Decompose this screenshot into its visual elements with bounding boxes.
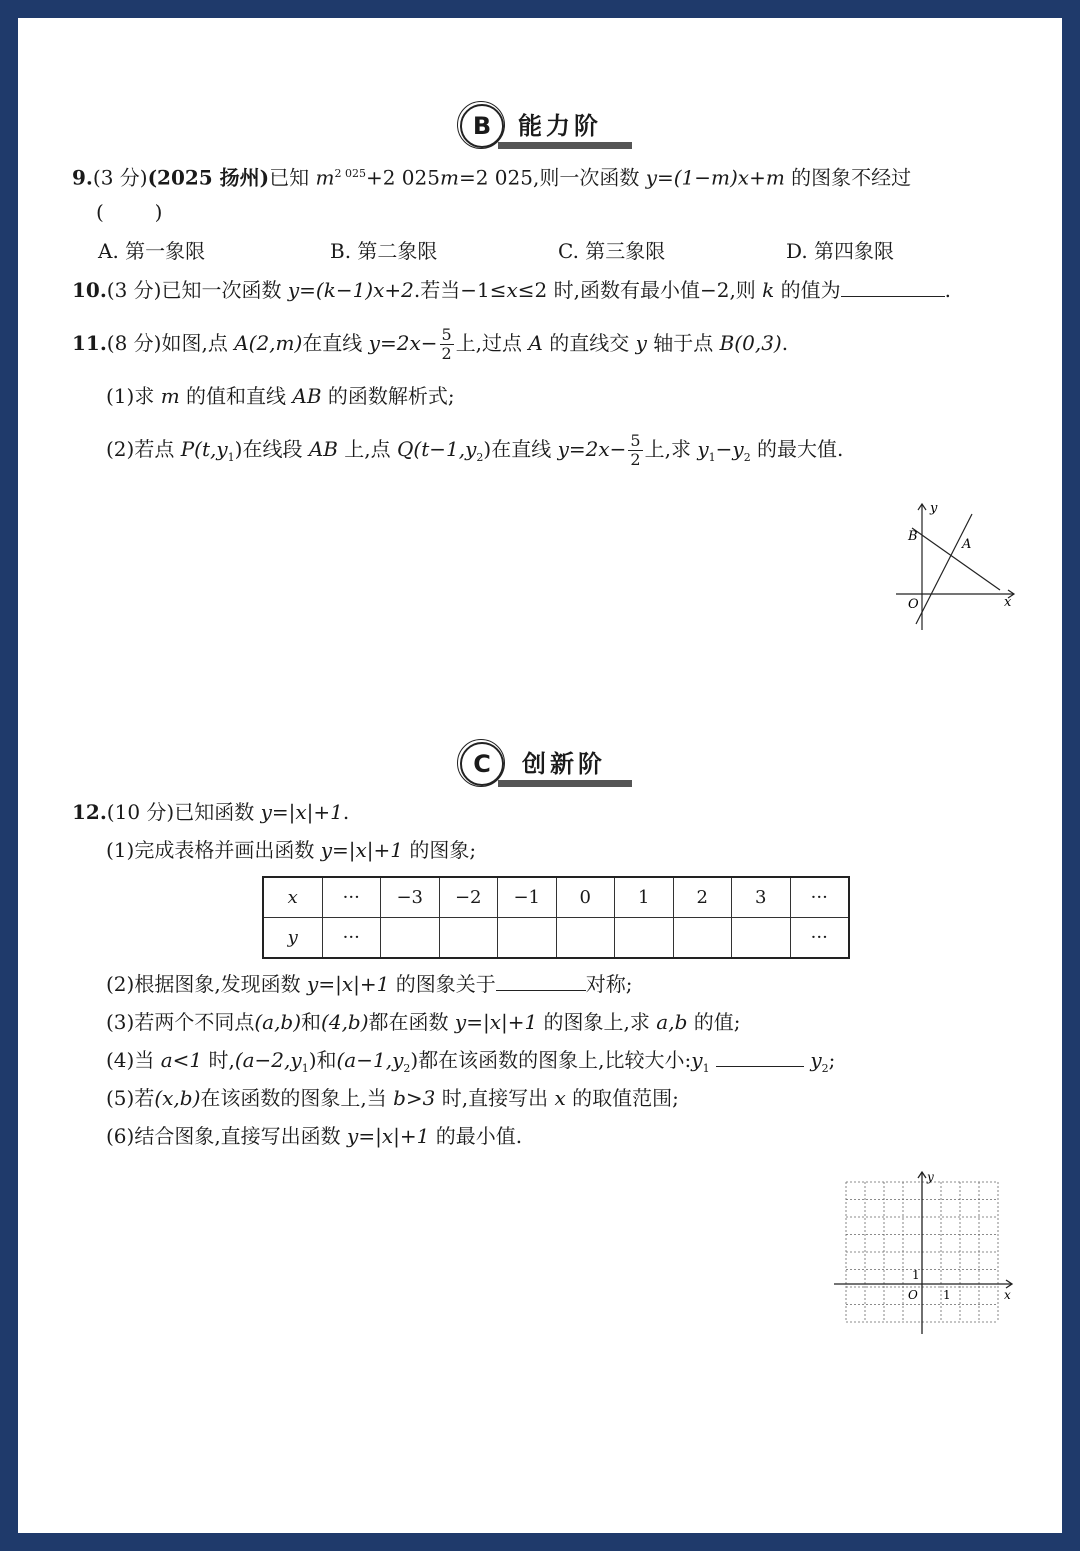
q12-grid-figure[interactable] — [832, 1168, 1022, 1338]
q12-p2-answer-blank[interactable] — [496, 970, 586, 991]
q11-p2-ab: AB — [308, 437, 338, 461]
q12-p5-pt: (x,b) — [154, 1086, 201, 1110]
q9-option-b: B. 第二象限 — [330, 239, 438, 263]
q10-text-b: .若当−1≤ — [413, 278, 507, 302]
q12-p4-y2-sub: 2 — [821, 1062, 829, 1075]
q11-text-b: 在直线 — [302, 331, 369, 355]
q12-p6-label: (6)结合图象,直接写出函数 — [106, 1124, 348, 1148]
q11-p2-expr-sub2: 2 — [743, 451, 751, 464]
q12-table-row-y — [263, 918, 849, 959]
q11-p2-line: y=2x− — [557, 437, 627, 461]
q9-text-c: =2 025,则一次函数 — [458, 165, 646, 190]
q10-end: . — [944, 278, 952, 302]
q12-p4-close1: ) — [308, 1048, 317, 1072]
q12-part-3 — [106, 1008, 740, 1036]
q12-p4-y1-sub: 1 — [702, 1062, 710, 1075]
q11-frac-den: 2 — [441, 344, 452, 363]
q12-p4-end: ; — [828, 1048, 836, 1072]
q11-p1-label: (1)求 — [106, 384, 161, 408]
q11-p2-text-c: 在直线 — [491, 437, 558, 461]
q11-p1-ab: AB — [292, 384, 322, 408]
q11-figure — [892, 498, 1022, 638]
q11-p1-text2: 的函数解析式; — [321, 384, 455, 408]
q12-table-y-input[interactable] — [381, 918, 440, 959]
q10-number: 10. — [72, 278, 107, 302]
q12-p5-text2: 时,直接写出 — [435, 1086, 555, 1110]
q12-p3-pt1: (a,b) — [254, 1010, 302, 1034]
section-b-letter: B — [472, 112, 492, 140]
q12-part-6 — [106, 1122, 522, 1150]
q9-option-a: A. 第一象限 — [98, 239, 206, 263]
q11-text-e: 轴于点 — [646, 331, 720, 355]
q9-number: 9. — [72, 165, 93, 190]
q12-p6-text: 的最小值. — [429, 1124, 523, 1148]
q10-text-a: 已知一次函数 — [161, 278, 288, 302]
q11-p2-text-e: 的最大值. — [750, 437, 844, 461]
q11-p2-expr-y1: y — [697, 437, 709, 461]
q12-end: . — [342, 800, 350, 824]
q10-text-d: 的值为 — [774, 278, 841, 302]
q11-text-c: 上,过点 — [455, 331, 529, 355]
q12-p4-sub2: 2 — [403, 1062, 411, 1075]
q11-number: 11. — [72, 331, 107, 355]
q11-p2-close1: ) — [234, 437, 243, 461]
q12-p2-func: y=|x|+1 — [307, 972, 390, 996]
q12-p2-label: (2)根据图象,发现函数 — [106, 972, 308, 996]
q11-fig-label-y: y — [930, 501, 938, 516]
worksheet-page — [18, 18, 1062, 1533]
q12-p4-and: 和 — [316, 1048, 337, 1072]
q12-table-y-cell: ··· — [790, 918, 849, 959]
q11-p2-expr-sub1: 1 — [708, 451, 716, 464]
q11-p2-sub1: 1 — [227, 451, 235, 464]
q11-fig-label-a: A — [962, 537, 972, 552]
q10-k: k — [762, 278, 775, 302]
q11-a: A — [528, 331, 543, 355]
q11-p1-m: m — [160, 384, 180, 408]
q11-p2-text-d: 上,求 — [644, 437, 698, 461]
q12-p1-func: y=|x|+1 — [320, 838, 403, 862]
q12-table-y-header: y — [263, 918, 322, 959]
q11-p2-q: Q(t−1,y — [397, 437, 477, 461]
q10-score: (3 分) — [106, 278, 162, 302]
q12-table-x-cell: ··· — [790, 877, 849, 918]
q12-table-y-input[interactable] — [498, 918, 557, 959]
q10-x: x — [506, 278, 518, 302]
q12-grid-label-one-y: 1 — [912, 1268, 920, 1282]
q9-exponent: 2 025 — [334, 167, 366, 180]
question-9 — [72, 160, 911, 192]
q12-table-x-cell: 2 — [673, 877, 732, 918]
q12-p4-cond: a<1 — [160, 1048, 203, 1072]
q12-p2-text: 的图象关于 — [389, 972, 496, 996]
q12-p4-pt1: (a−2,y — [234, 1048, 302, 1072]
q10-text-c: ≤2 时,函数有最小值−2,则 — [517, 278, 763, 302]
q12-grid-label-one-x: 1 — [943, 1288, 951, 1302]
q12-p4-y2: y — [810, 1048, 822, 1072]
q12-p4-label: (4)当 — [106, 1048, 161, 1072]
q11-fig-label-o: O — [908, 597, 919, 612]
q9-text-d: 的图象不经过 — [784, 165, 912, 190]
q12-part-1 — [106, 836, 476, 864]
q11-text-a: 如图,点 — [161, 331, 235, 355]
q12-table-y-input[interactable] — [673, 918, 732, 959]
q12-table-x-cell: −3 — [381, 877, 440, 918]
q12-table-x-header: x — [263, 877, 322, 918]
q9-answer-paren: ( ) — [96, 200, 163, 224]
q12-p3-text2: 的图象上,求 — [537, 1010, 657, 1034]
section-b-underline — [498, 142, 632, 149]
q12-table-x-cell: −2 — [439, 877, 498, 918]
q11-p2-frac-num: 5 — [630, 431, 641, 450]
q12-p6-func: y=|x|+1 — [347, 1124, 430, 1148]
q12-text: 已知函数 — [174, 800, 261, 824]
q12-grid-label-x: x — [1004, 1288, 1011, 1302]
q10-answer-blank[interactable] — [841, 276, 945, 297]
q9-option-d: D. 第四象限 — [786, 239, 895, 263]
q11-p2-close2: ) — [483, 437, 492, 461]
q12-p4-y1: y — [691, 1048, 703, 1072]
q12-p5-cond: b>3 — [393, 1086, 436, 1110]
q12-p4-close2: ) — [410, 1048, 419, 1072]
q11-fig-label-b: B — [908, 529, 918, 544]
q11-p2-expr-minus: −y — [715, 437, 744, 461]
q12-p5-label: (5)若 — [106, 1086, 155, 1110]
q9-text-b: +2 025 — [365, 165, 440, 190]
q9-source: (2025 扬州) — [147, 165, 270, 190]
q12-value-table — [262, 876, 850, 959]
q12-table-x-cell: ··· — [322, 877, 381, 918]
q12-part-4 — [106, 1046, 835, 1083]
q12-grid-label-y: y — [927, 1170, 934, 1184]
q12-table-row-x — [263, 877, 849, 918]
q11-p1-text: 的值和直线 — [179, 384, 293, 408]
section-c-title: 创新阶 — [522, 750, 606, 778]
section-c-underline — [498, 780, 632, 787]
q11-y: y — [635, 331, 647, 355]
q11-end: . — [781, 331, 789, 355]
q9-score: (3 分) — [92, 165, 148, 190]
q12-score: (10 分) — [106, 800, 175, 824]
q12-p2-text2: 对称; — [585, 972, 633, 996]
q12-table-y-input[interactable] — [615, 918, 674, 959]
q12-p5-x: x — [554, 1086, 566, 1110]
section-b-title: 能力阶 — [518, 112, 602, 140]
q12-p3-ab: a,b — [656, 1010, 688, 1034]
q12-p3-func: y=|x|+1 — [454, 1010, 538, 1034]
q12-p1-label: (1)完成表格并画出函数 — [106, 838, 321, 862]
q12-p4-sub1: 1 — [301, 1062, 309, 1075]
q11-point-b: B(0,3) — [719, 331, 782, 355]
q12-p3-and: 和 — [301, 1010, 322, 1034]
q12-table-x-cell: −1 — [498, 877, 557, 918]
q11-p2-text-b: 上,点 — [337, 437, 398, 461]
q11-point-a: A(2,m) — [234, 331, 303, 355]
q12-grid-label-o: O — [908, 1288, 918, 1302]
q11-p2-label: (2)若点 — [106, 437, 181, 461]
section-c-letter: C — [473, 750, 491, 778]
q12-p3-pt2: (4,b) — [321, 1010, 369, 1034]
q11-p2-fraction — [628, 432, 642, 469]
q9-text-a: 已知 — [269, 165, 316, 190]
q12-p4-text2: 都在该函数的图象上,比较大小: — [418, 1048, 692, 1072]
q11-fig-line-a — [916, 514, 972, 624]
q11-score: (8 分) — [106, 331, 162, 355]
q12-p4-text: 时, — [202, 1048, 235, 1072]
q12-p1-text: 的图象; — [402, 838, 477, 862]
q12-p4-pt2: (a−1,y — [336, 1048, 404, 1072]
q11-p2-text-a: 在线段 — [242, 437, 309, 461]
q11-p2-frac-den: 2 — [630, 450, 641, 469]
q11-text-d: 的直线交 — [542, 331, 636, 355]
q12-table-y-input[interactable] — [732, 918, 791, 959]
q12-table-y-input[interactable] — [439, 918, 498, 959]
q11-part-1 — [106, 382, 455, 410]
q12-part-2 — [106, 970, 632, 998]
q11-p2-sub2: 2 — [476, 451, 484, 464]
q11-fig-line-ab — [912, 528, 1000, 590]
q11-fig-label-x: x — [1004, 595, 1012, 610]
q11-p2-p: P(t,y — [180, 437, 228, 461]
q9-option-c: C. 第三象限 — [558, 239, 666, 263]
q9-m: m — [315, 165, 335, 190]
q12-table-x-cell: 3 — [732, 877, 791, 918]
q12-function: y=|x|+1 — [260, 800, 343, 824]
q12-part-5 — [106, 1084, 679, 1112]
q10-function: y=(k−1)x+2 — [287, 278, 414, 302]
q12-number: 12. — [72, 800, 107, 824]
q12-table-y-input[interactable] — [556, 918, 615, 959]
question-11 — [72, 326, 788, 363]
q12-table-x-cell: 0 — [556, 877, 615, 918]
q9-function: y=(1−m)x+m — [645, 165, 785, 190]
q12-p5-text3: 的取值范围; — [565, 1086, 679, 1110]
q12-table-y-cell: ··· — [322, 918, 381, 959]
question-12 — [72, 798, 349, 826]
question-10 — [72, 276, 951, 304]
q12-p3-text: 都在函数 — [368, 1010, 455, 1034]
q11-frac-num: 5 — [441, 325, 452, 344]
q11-line: y=2x− — [368, 331, 438, 355]
q12-table-x-cell: 1 — [615, 877, 674, 918]
q12-p4-answer-blank[interactable] — [716, 1046, 804, 1067]
q9-m2: m — [439, 165, 459, 190]
q11-fraction — [440, 326, 454, 363]
q11-part-2 — [106, 432, 843, 472]
q12-p3-label: (3)若两个不同点 — [106, 1010, 255, 1034]
q12-p3-text3: 的值; — [687, 1010, 741, 1034]
q12-p5-text: 在该函数的图象上,当 — [200, 1086, 394, 1110]
